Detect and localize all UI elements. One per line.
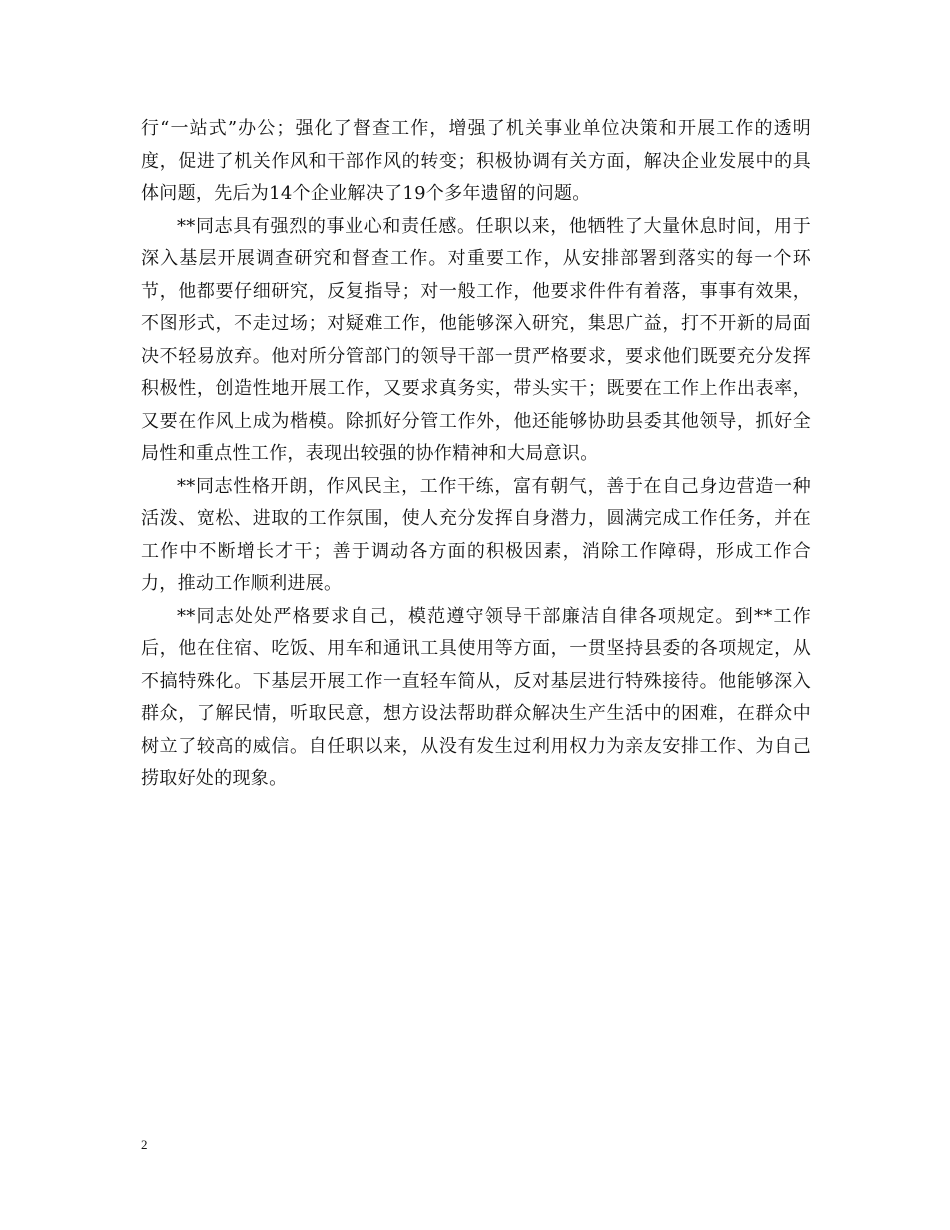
paragraph-4: **同志处处严格要求自己，模范遵守领导干部廉洁自律各项规定。到**工作后，他在住宿、吃饭、用车和通讯工具使用等方面，一贯坚持县委的各项规定，从不搞特殊化。下基层开展工作一直轻车简从，反对基层进行特殊接待。他能够深入群众，了解民情，听取民意，想方设法帮助群众解决生产生活中的困难，在群众中树立了较高的威信。自任职以来，从没有发生过利用权力为亲友安排工作、为自己捞取好处的现象。: [141, 605, 811, 789]
document-body: [141, 113, 811, 796]
page-number: 2: [141, 1137, 148, 1152]
paragraph-3: **同志性格开朗，作风民主，工作干练，富有朝气，善于在自己身边营造一种活泼、宽松、进取的工作氛围，使人充分发挥自身潜力，圆满完成工作任务，并在工作中不断增长才干；善于调动各方面的积极因素，消除工作障碍，形成工作合力，推动工作顺利进展。: [141, 475, 811, 594]
paragraph-1: 行“一站式”办公；强化了督查工作，增强了机关事业单位决策和开展工作的透明度，促进了机关作风和干部作风的转变；积极协调有关方面，解决企业发展中的具体问题，先后为14个企业解决了19个多年遗留的问题。: [141, 118, 811, 204]
paragraph-2: **同志具有强烈的事业心和责任感。任职以来，他牺牲了大量休息时间，用于深入基层开展调查研究和督查工作。对重要工作，从安排部署到落实的每一个环节，他都要仔细研究，反复指导；对一般工作，他要求件件有着落，事事有效果，不图形式，不走过场；对疑难工作，他能够深入研究，集思广益，打不开新的局面决不轻易放弃。他对所分管部门的领导干部一贯严格要求，要求他们既要充分发挥积极性，创造性地开展工作，又要求真务实，带头实干；既要在工作上作出表率，又要在作风上成为楷模。除抓好分管工作外，他还能够协助县委其他领导，抓好全局性和重点性工作，表现出较强的协作精神和大局意识。: [141, 215, 811, 464]
